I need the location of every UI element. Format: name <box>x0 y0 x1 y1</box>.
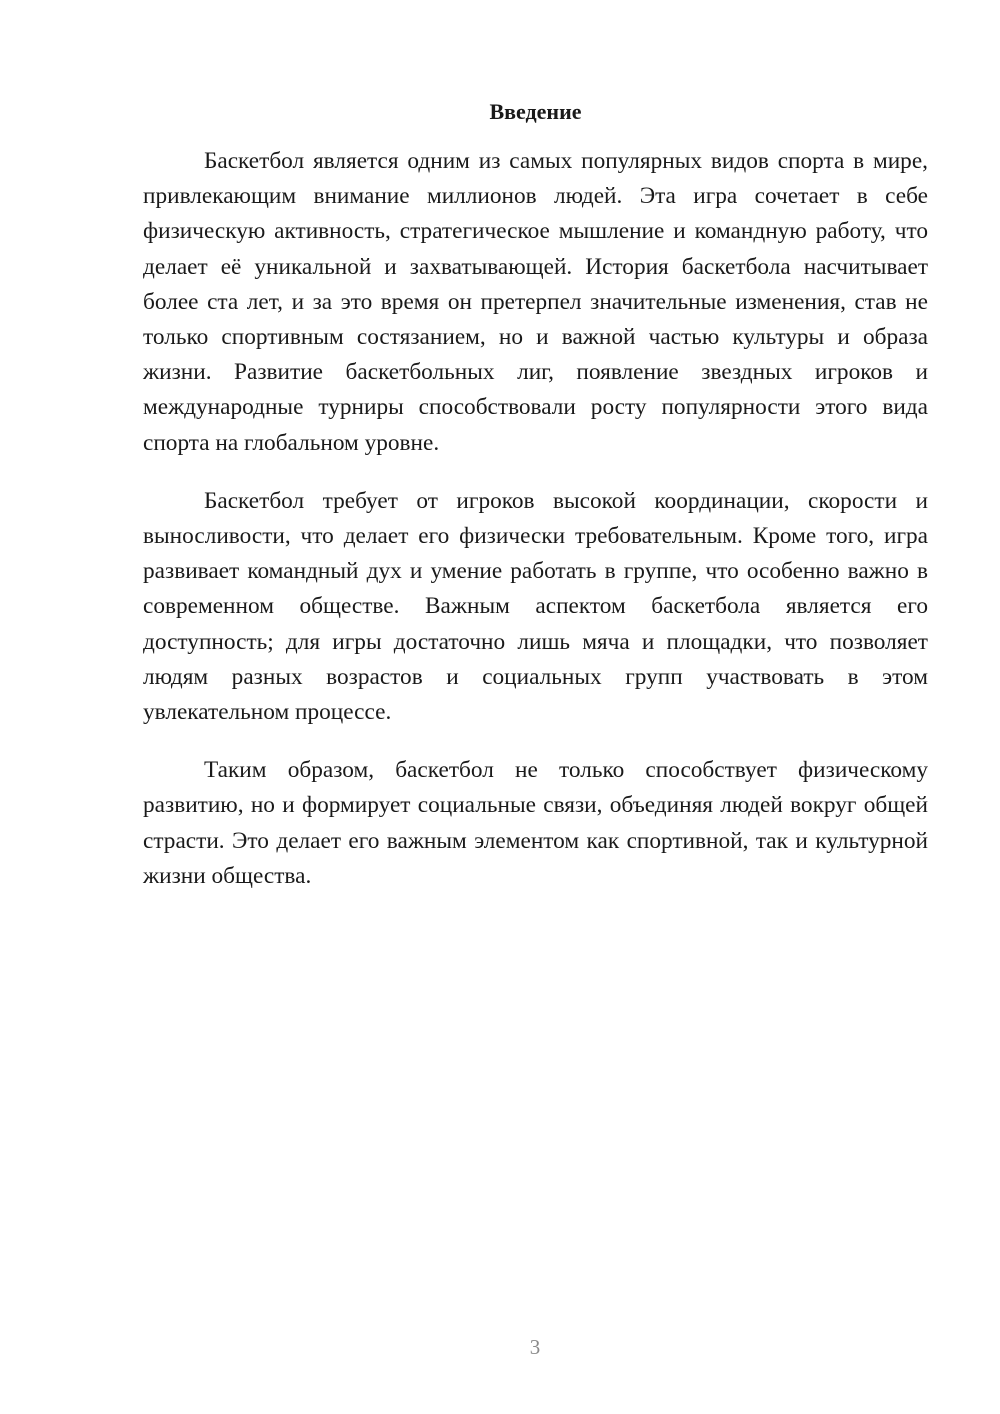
body-text <box>143 144 928 917</box>
paragraph-1: Баскетбол является одним из самых популярных видов спорта в мире, привлекающим внимание миллионов людей. Эта игра сочетает в себе физическую активность, стратегическое мышление и командную работу, что делает её уникальной и захватывающей. История баскетбола насчитывает более ста лет, и за это время он претерпел значительные изменения, став не только спортивным состязанием, но и важной частью культуры и образа жизни. Развитие баскетбольных лиг, появление звездных игроков и международные турниры способствовали росту популярности этого вида спорта на глобальном уровне. <box>143 148 928 456</box>
paragraph-3: Таким образом, баскетбол не только способствует физическому развитию, но и формирует социальные связи, объединяя людей вокруг общей страсти. Это делает его важным элементом как спортивной, так и культурной жизни общества. <box>143 757 928 889</box>
page-number: 3 <box>529 1335 541 1359</box>
section-heading: Введение <box>489 99 582 124</box>
paragraph-2: Баскетбол требует от игроков высокой координации, скорости и выносливости, что делает его физически требовательным. Кроме того, игра развивает командный дух и умение работать в группе, что особенно важно в современном обществе. Важным аспектом баскетбола является его доступность; для игры достаточно лишь мяча и площадки, что позволяет людям разных возрастов и социальных групп участвовать в этом увлекательном процессе. <box>143 487 928 726</box>
